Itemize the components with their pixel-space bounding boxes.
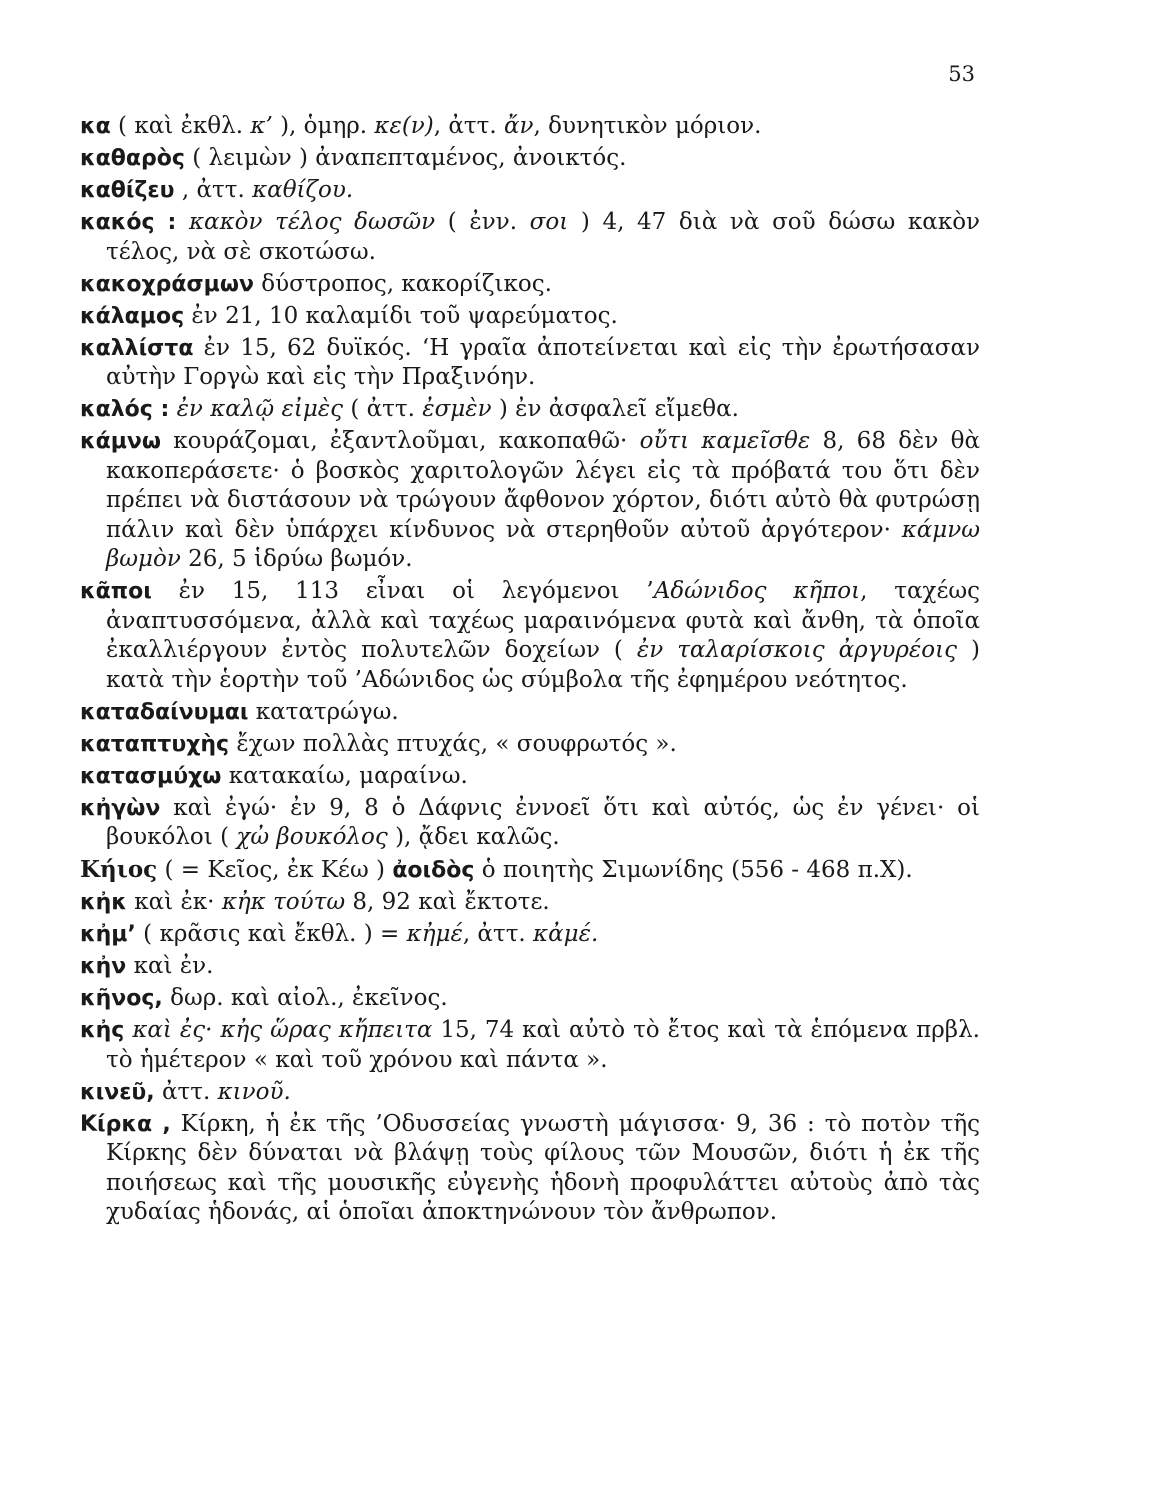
glossary-entry bbox=[80, 208, 980, 267]
headword: καταδαίνυμαι bbox=[80, 699, 249, 725]
definition-text: 26, 5 ἱδρύω βωμόν. bbox=[180, 546, 413, 572]
definition-text: ( ἐνν. bbox=[435, 209, 530, 235]
glossary-entry bbox=[80, 762, 980, 792]
glossary-entry bbox=[80, 984, 980, 1014]
headword: κἠκ bbox=[80, 890, 127, 915]
definition-text: ὁ ποιητὴς Σιμωνίδης (556 - 468 π.Χ). bbox=[474, 857, 913, 883]
definition-text: ) 4, 47 διὰ νὰ σοῦ δώσω κακὸν τέλος, νὰ σὲ σκοτώσω. bbox=[106, 209, 981, 265]
definition-text: , ἀττ. bbox=[433, 113, 504, 139]
italic-citation: καθίζου. bbox=[252, 177, 354, 203]
definition-text: δωρ. καὶ αἰολ., ἐκεῖνος. bbox=[162, 985, 448, 1011]
definition-text: ἐν 21, 10 καλαμίδι τοῦ ψαρεύματος. bbox=[184, 302, 618, 329]
headword: κἠν bbox=[80, 954, 127, 979]
definition-text: ( κρᾶσις καὶ ἔκθλ. ) = bbox=[135, 921, 407, 947]
headword: Κήιος bbox=[80, 856, 158, 883]
definition-text: 8, 92 καὶ ἔκτοτε. bbox=[345, 889, 550, 915]
glossary-entry bbox=[80, 270, 980, 300]
definition-text: ( ἀττ. bbox=[343, 396, 423, 422]
glossary-entry bbox=[80, 427, 980, 575]
headword: κακός : bbox=[80, 210, 177, 235]
definition-text: , ἀττ. bbox=[174, 177, 253, 203]
headword: καταπτυχὴς bbox=[80, 731, 230, 757]
headword: κᾶποι bbox=[80, 579, 152, 604]
definition-text: , δυνητικὸν μόριον. bbox=[533, 113, 762, 139]
definition-text: ) κατὰ τὴν ἑορτὴν τοῦ ’Αδώνιδος ὡς σύμβολα τῆς ἐφημέρου νεότητος. bbox=[106, 637, 980, 693]
glossary-entry bbox=[80, 144, 980, 174]
definition-text: ἀττ. bbox=[154, 1078, 218, 1105]
headword: κῆνος, bbox=[80, 986, 163, 1011]
italic-citation: κἀμέ. bbox=[533, 921, 599, 947]
glossary-entry bbox=[80, 1078, 980, 1108]
glossary-entries bbox=[80, 112, 980, 1230]
italic-citation: σοι bbox=[529, 209, 569, 235]
glossary-entry bbox=[80, 855, 980, 886]
glossary-entry bbox=[80, 698, 980, 728]
glossary-entry bbox=[80, 302, 980, 332]
italic-citation: Αδώνιδος κῆποι bbox=[653, 578, 861, 604]
definition-text: καὶ ἐκ· bbox=[126, 889, 222, 915]
headword: κἠγὼν bbox=[80, 795, 161, 821]
headword: κακοχράσμων bbox=[80, 271, 254, 297]
glossary-entry bbox=[80, 334, 980, 393]
headword: κἠμ’ bbox=[80, 922, 136, 947]
definition-text: 8, 68 δὲν θὰ κακοπεράσετε· ὁ βοσκὸς χαριτολογῶν λέγει εἰς τὰ πρόβατά του ὅτι δὲν πρέπει νὰ διστάσουν νὰ τρώγουν ἄφθονον χόρτον, διότι αὐτὸ θὰ φυτρώσῃ πάλιν καὶ δὲν ὑπάρχει κίνδυνος νὰ στερηθοῦν αὐτοῦ ἀργότερον· bbox=[106, 428, 980, 543]
definition-text: ἐν 15, 113 εἶναι οἱ λεγόμενοι ’ bbox=[151, 578, 654, 604]
definition-text: ) ἐν ἀσφαλεῖ εἴμεθα. bbox=[491, 396, 739, 422]
definition-text: 15, 74 καὶ αὐτὸ τὸ ἔτος καὶ τὰ ἑπόμενα πρβλ. τὸ ἡμέτερον « καὶ τοῦ χρόνου καὶ πάντα ». bbox=[106, 1017, 980, 1073]
glossary-entry bbox=[80, 112, 980, 142]
definition-text: , ἀττ. bbox=[462, 921, 534, 947]
glossary-entry bbox=[80, 395, 980, 425]
definition-text: κατατρώγω. bbox=[248, 698, 399, 725]
glossary-entry bbox=[80, 577, 980, 695]
italic-citation: ἐσμὲν bbox=[422, 396, 492, 422]
italic-citation: ἐν καλῷ εἰμὲς bbox=[176, 396, 344, 422]
italic-citation: οὔτι καμεῖσθε bbox=[639, 428, 811, 454]
italic-citation: κε(ν) bbox=[374, 113, 434, 139]
headword: κινεῦ, bbox=[80, 1079, 155, 1105]
italic-citation: ἄν bbox=[503, 113, 534, 139]
italic-citation: κακὸν τέλος δωσῶν bbox=[188, 209, 436, 235]
glossary-entry bbox=[80, 794, 980, 853]
glossary-entry bbox=[80, 920, 980, 950]
italic-citation: κινοῦ. bbox=[217, 1078, 291, 1105]
definition-text: κατακαίω, μαραίνω. bbox=[221, 762, 468, 789]
headword: κάμνω bbox=[80, 429, 162, 454]
definition-text: ἐν 15, 62 δυϊκός. ‘Η γραῖα ἀποτείνεται καὶ εἰς τὴν ἐρωτήσασαν αὐτὴν Γοργὼ καὶ εἰς τὴν Πραξινόην. bbox=[106, 334, 980, 390]
headword: καθίζευ bbox=[80, 178, 175, 203]
italic-citation: κ’ bbox=[250, 113, 273, 139]
headword: κα bbox=[80, 114, 111, 139]
italic-citation: καὶ ἐς· κἠς ὥρας κἤπειτα bbox=[132, 1017, 433, 1043]
definition-text bbox=[169, 396, 176, 422]
headword: Κίρκα , bbox=[80, 1111, 171, 1137]
page-number: 53 bbox=[948, 62, 975, 86]
headword: κάλαμος bbox=[80, 303, 185, 329]
definition-text: ), ᾄδει καλῶς. bbox=[387, 824, 560, 850]
headword: καλλίστα bbox=[80, 335, 194, 361]
headword: κἠς bbox=[80, 1018, 125, 1043]
glossary-entry bbox=[80, 888, 980, 918]
italic-citation: κάμνω βωμὸν bbox=[106, 516, 980, 572]
definition-text: Κίρκη, ἡ ἐκ τῆς ’Οδυσσείας γνωστὴ μάγισσα· 9, 36 : τὸ ποτὸν τῆς Κίρκης δὲν δύναται νὰ βλάψῃ τοὺς φίλους τῶν Μουσῶν, διότι ἡ ἐκ τῆς ποιήσεως καὶ τῆς μουσικῆς εὐγενὴς ἡδονὴ προφυλάττει αὐτοὺς ἀπὸ τὰς χυδαίας ἡδονάς, αἱ ὁποῖαι ἀποκτηνώνουν τὸν ἄνθρωπον. bbox=[106, 1110, 980, 1225]
definition-text: ἔχων πολλὰς πτυχάς, « σουφρωτός ». bbox=[229, 730, 677, 757]
definition-text: δύστροπος, κακορίζικος. bbox=[253, 270, 552, 297]
definition-text: καὶ ἐν. bbox=[126, 953, 214, 979]
glossary-entry bbox=[80, 730, 980, 760]
headword: ἀοιδὸς bbox=[392, 858, 475, 883]
glossary-entry bbox=[80, 1016, 980, 1075]
italic-citation: κἠμέ bbox=[406, 921, 463, 947]
definition-text bbox=[176, 209, 189, 235]
definition-text: ( καὶ ἐκθλ. bbox=[110, 113, 251, 139]
glossary-entry bbox=[80, 1110, 980, 1228]
glossary-entry bbox=[80, 176, 980, 206]
definition-text: κουράζομαι, ἐξαντλοῦμαι, κακοπαθῶ· bbox=[161, 428, 640, 454]
headword: καλός : bbox=[80, 397, 170, 422]
definition-text: ( = Κεῖος, ἐκ Κέω ) bbox=[157, 857, 393, 883]
italic-citation: κἠκ τούτω bbox=[221, 889, 346, 915]
italic-citation: ἐν ταλαρίσκοις ἀργυρέοις bbox=[636, 637, 958, 663]
headword: κατασμύχω bbox=[80, 763, 222, 789]
definition-text: , ταχέως ἀναπτυσσόμενα, ἀλλὰ καὶ ταχέως μαραινόμενα φυτὰ καὶ ἄνθη, τὰ ὁποῖα ἐκαλλιέργουν ἐντὸς πολυτελῶν δοχείων ( bbox=[106, 578, 980, 663]
definition-text: καὶ ἐγώ· ἐν 9, 8 ὁ Δάφνις ἐννοεῖ ὅτι καὶ αὐτός, ὡς ἐν γένει· οἱ βουκόλοι ( bbox=[106, 794, 980, 850]
definition-text: ), ὁμηρ. bbox=[272, 113, 375, 139]
glossary-entry bbox=[80, 952, 980, 982]
italic-citation: χὠ βουκόλος bbox=[236, 824, 388, 850]
headword: καθαρὸς bbox=[80, 146, 185, 171]
definition-text: ( λειμὼν ) ἀναπεπταμένος, ἀνοικτός. bbox=[184, 145, 627, 171]
